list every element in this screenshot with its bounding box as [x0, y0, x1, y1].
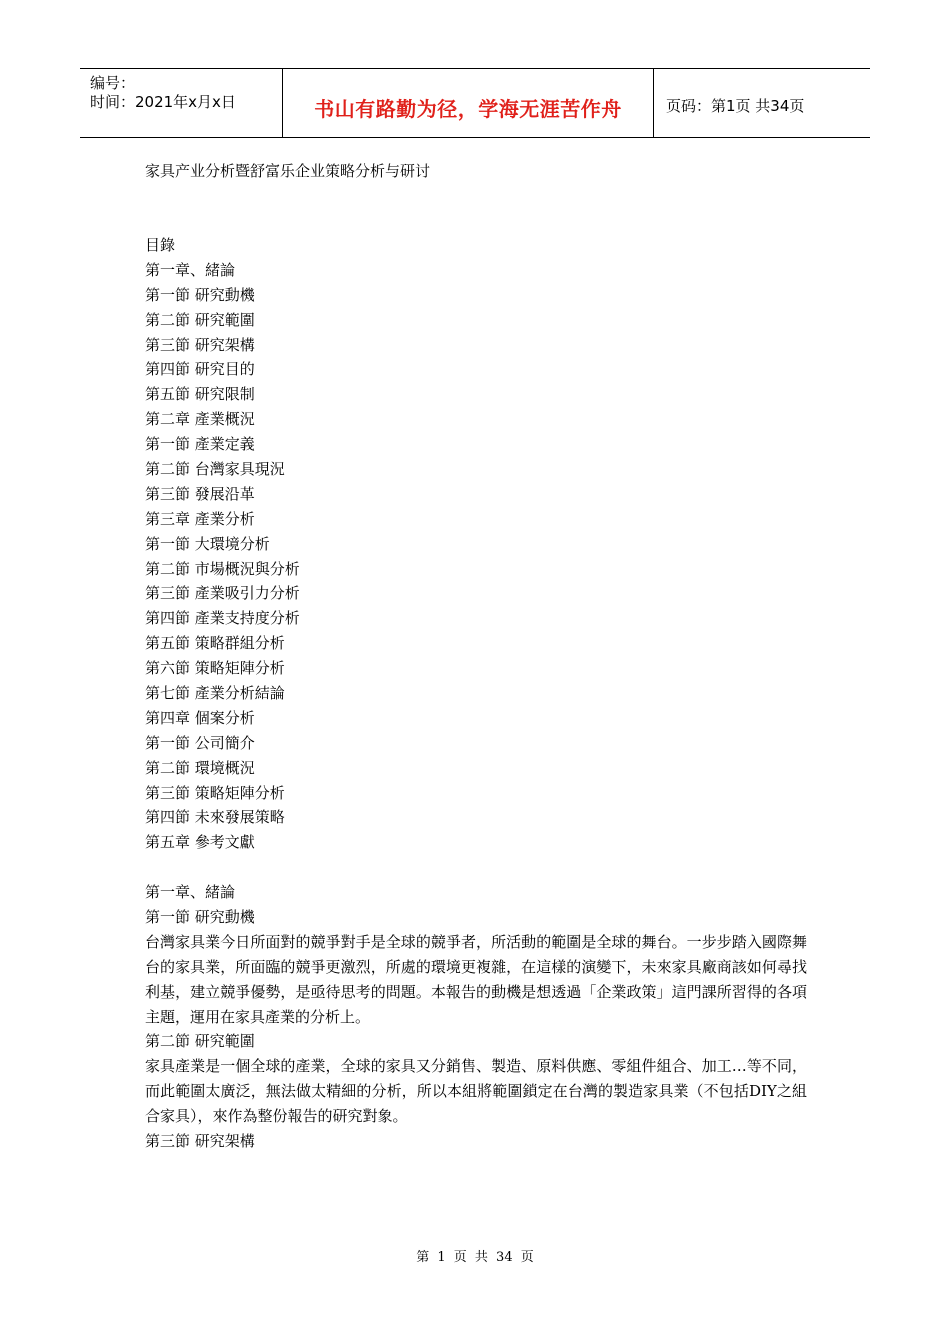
- page-header: [80, 68, 870, 138]
- page-footer: 第 1 页 共 34 页: [416, 1250, 534, 1265]
- toc-item: 第二節 研究範圍: [145, 310, 255, 329]
- header-info-cell: [80, 69, 283, 137]
- toc-item: 第七節 產業分析結論: [145, 684, 285, 703]
- toc-item: 第四章 個案分析: [145, 708, 255, 727]
- section-heading: 第一節 研究動機: [145, 907, 255, 926]
- toc-heading: 目錄: [145, 236, 176, 254]
- toc-item: 第五節 策略群組分析: [145, 634, 285, 653]
- toc-item: 第五節 研究限制: [145, 385, 255, 404]
- header-motto: 书山有路勤为径，学海无涯苦作舟: [314, 97, 622, 121]
- toc-item: 第四節 產業支持度分析: [145, 609, 300, 628]
- toc-item: 第四節 未來發展策略: [145, 808, 285, 827]
- header-page-number: 页码：第1页 共34页: [666, 97, 805, 115]
- toc-item: 第五章 參考文獻: [145, 833, 255, 852]
- document-number-label: 编号：: [90, 74, 136, 92]
- toc-item: 第一節 研究動機: [145, 285, 255, 304]
- paragraph: 台灣家具業今日所面對的競爭對手是全球的競爭者，所活動的範圍是全球的舞台。一步步踏入國際舞台的家具業，所面臨的競爭更激烈，所處的環境更複雜，在這樣的演變下，未來家具廠商該如何尋找利基，建立競爭優勢，是亟待思考的問題。本報告的動機是想透過「企業政策」這門課所習得的各項主題，運用在家具產業的分析上。: [145, 932, 807, 1026]
- table-of-contents: [145, 233, 300, 855]
- paragraph: 家具產業是一個全球的產業，全球的家具又分銷售、製造、原料供應、零組件組合、加工…等不同，而此範圍太廣泛，無法做太精細的分析，所以本組將範圍鎖定在台灣的製造家具業（不包括DIY之組合家具），來作為整份報告的研究對象。: [145, 1057, 807, 1126]
- toc-item: 第一節 產業定義: [145, 435, 255, 454]
- toc-item: 第一節 大環境分析: [145, 534, 270, 553]
- section-heading: 第三節 研究架構: [145, 1132, 255, 1151]
- toc-item: 第三節 策略矩陣分析: [145, 783, 285, 802]
- section-heading: 第二節 研究範圍: [145, 1032, 255, 1051]
- toc-item: 第二節 環境概況: [145, 758, 255, 777]
- toc-item: 第四節 研究目的: [145, 360, 255, 379]
- document-date-label: 时间：2021年x月x日: [90, 93, 236, 111]
- toc-item: 第二節 市場概況與分析: [145, 559, 300, 578]
- chapter-heading: 第一章、緒論: [145, 883, 236, 901]
- toc-item: 第三節 發展沿革: [145, 484, 255, 503]
- toc-item: 第三節 研究架構: [145, 335, 255, 354]
- document-body: [145, 880, 807, 1154]
- toc-item: 第三章 產業分析: [145, 509, 255, 528]
- document-title: 家具产业分析暨舒富乐企业策略分析与研讨: [145, 162, 431, 180]
- toc-item: 第一章、緒論: [145, 260, 236, 279]
- toc-item: 第二節 台灣家具現況: [145, 460, 285, 479]
- toc-item: 第二章 產業概況: [145, 410, 255, 429]
- header-page-cell: [654, 69, 870, 137]
- toc-item: 第一節 公司簡介: [145, 733, 255, 752]
- header-motto-cell: [283, 69, 654, 137]
- toc-item: 第六節 策略矩陣分析: [145, 659, 285, 678]
- toc-item: 第三節 產業吸引力分析: [145, 584, 300, 603]
